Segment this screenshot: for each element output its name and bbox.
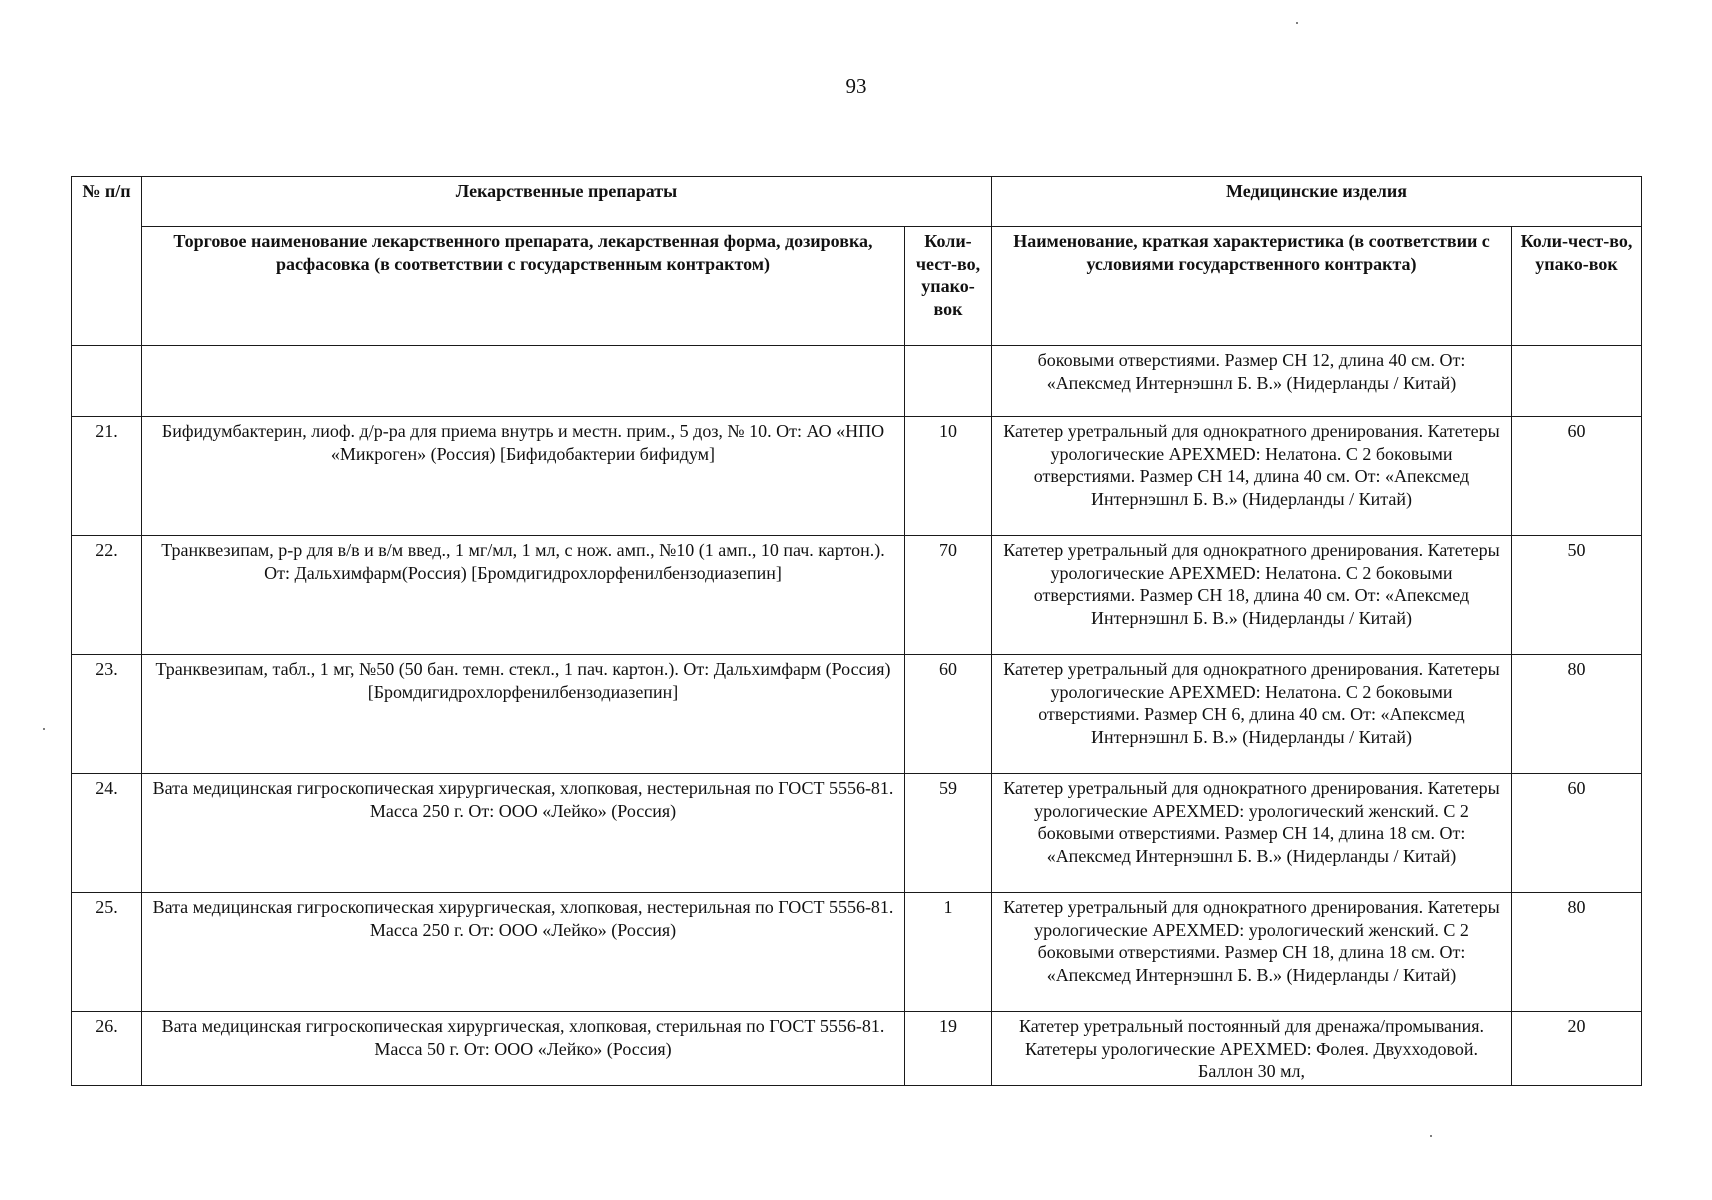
cell-device-qty-empty [1512, 346, 1642, 417]
cell-drug-qty-empty [905, 346, 992, 417]
table-row [72, 1012, 1642, 1086]
cell-drug: Вата медицинская гигроскопическая хирургическая, хлопковая, нестерильная по ГОСТ 5556-81. Масса 250 г. От: ООО «Лейко» (Россия) [142, 893, 905, 1012]
header-drug-qty: Коли-чест-во, упако-вок [905, 227, 992, 346]
cell-drug-qty: 70 [905, 536, 992, 655]
registry-table [71, 176, 1642, 1086]
cell-device: Катетер уретральный постоянный для дренажа/промывания. Катетеры урологические APEXMED: Фолея. Двухходовой. Баллон 30 мл, [992, 1012, 1512, 1086]
header-drug-name: Торговое наименование лекарственного препарата, лекарственная форма, дозировка, расфасовка (в соответствии с государственным контрактом) [142, 227, 905, 346]
cell-device: Катетер уретральный для однократного дренирования. Катетеры урологические APEXMED: Нелатона. С 2 боковыми отверстиями. Размер СН 6, длина 40 см. От: «Апексмед Интернэшнл Б. В.» (Нидерланды / Китай) [992, 655, 1512, 774]
cell-drug-qty: 10 [905, 417, 992, 536]
header-row-groups [72, 177, 1642, 227]
header-device-name: Наименование, краткая характеристика (в соответствии с условиями государственного контракта) [992, 227, 1512, 346]
cell-number: 23. [72, 655, 142, 774]
cell-device-qty: 80 [1512, 893, 1642, 1012]
header-row-columns [72, 227, 1642, 346]
table-row [72, 536, 1642, 655]
table-row [72, 655, 1642, 774]
page-number: 93 [845, 74, 867, 98]
cell-device-qty: 50 [1512, 536, 1642, 655]
cell-drug-qty: 59 [905, 774, 992, 893]
cell-number: 22. [72, 536, 142, 655]
header-drugs-group: Лекарственные препараты [142, 177, 992, 227]
header-devices-group: Медицинские изделия [992, 177, 1642, 227]
table-row [72, 774, 1642, 893]
cell-drug: Транквезипам, р-р для в/в и в/м введ., 1 мг/мл, 1 мл, с нож. амп., №10 (1 амп., 10 пач. картон.). От: Дальхимфарм(Россия) [Бромдигидрохлорфенилбензодиазепин] [142, 536, 905, 655]
cell-device: Катетер уретральный для однократного дренирования. Катетеры урологические APEXMED: Нелатона. С 2 боковыми отверстиями. Размер СН 18, длина 40 см. От: «Апексмед Интернэшнл Б. В.» (Нидерланды / Китай) [992, 536, 1512, 655]
scan-speck [1430, 1135, 1432, 1137]
cell-device-qty: 60 [1512, 774, 1642, 893]
header-device-qty: Коли-чест-во, упако-вок [1512, 227, 1642, 346]
cell-drug: Транквезипам, табл., 1 мг, №50 (50 бан. темн. стекл., 1 пач. картон.). От: Дальхимфарм (Россия) [Бромдигидрохлорфенилбензодиазепин] [142, 655, 905, 774]
cell-device-qty: 60 [1512, 417, 1642, 536]
table-row [72, 893, 1642, 1012]
cell-number: 24. [72, 774, 142, 893]
cell-number: 25. [72, 893, 142, 1012]
cell-device: Катетер уретральный для однократного дренирования. Катетеры урологические APEXMED: урологический женский. С 2 боковыми отверстиями. Размер СН 18, длина 18 см. От: «Апексмед Интернэшнл Б. В.» (Нидерланды / Китай) [992, 893, 1512, 1012]
table-row-continuation [72, 346, 1642, 417]
cell-drug: Вата медицинская гигроскопическая хирургическая, хлопковая, стерильная по ГОСТ 5556-81. Масса 50 г. От: ООО «Лейко» (Россия) [142, 1012, 905, 1086]
cell-device: Катетер уретральный для однократного дренирования. Катетеры урологические APEXMED: Нелатона. С 2 боковыми отверстиями. Размер СН 14, длина 40 см. От: «Апексмед Интернэшнл Б. В.» (Нидерланды / Китай) [992, 417, 1512, 536]
cell-drug-empty [142, 346, 905, 417]
cell-device-qty: 20 [1512, 1012, 1642, 1086]
cell-device: боковыми отверстиями. Размер СН 12, длина 40 см. От: «Апексмед Интернэшнл Б. В.» (Нидерланды / Китай) [992, 346, 1512, 417]
cell-drug: Бифидумбактерин, лиоф. д/р-ра для приема внутрь и местн. прим., 5 доз, № 10. От: АО «НПО «Микроген» (Россия) [Бифидобактерии бифидум] [142, 417, 905, 536]
cell-device-qty: 80 [1512, 655, 1642, 774]
header-number: № п/п [72, 177, 142, 346]
cell-number: 26. [72, 1012, 142, 1086]
cell-drug-qty: 19 [905, 1012, 992, 1086]
cell-number: 21. [72, 417, 142, 536]
cell-drug-qty: 60 [905, 655, 992, 774]
cell-number-empty [72, 346, 142, 417]
scan-speck [43, 728, 45, 730]
cell-drug-qty: 1 [905, 893, 992, 1012]
cell-drug: Вата медицинская гигроскопическая хирургическая, хлопковая, нестерильная по ГОСТ 5556-81. Масса 250 г. От: ООО «Лейко» (Россия) [142, 774, 905, 893]
cell-device: Катетер уретральный для однократного дренирования. Катетеры урологические APEXMED: урологический женский. С 2 боковыми отверстиями. Размер СН 14, длина 18 см. От: «Апексмед Интернэшнл Б. В.» (Нидерланды / Китай) [992, 774, 1512, 893]
scan-speck [1296, 22, 1298, 24]
table-row [72, 417, 1642, 536]
